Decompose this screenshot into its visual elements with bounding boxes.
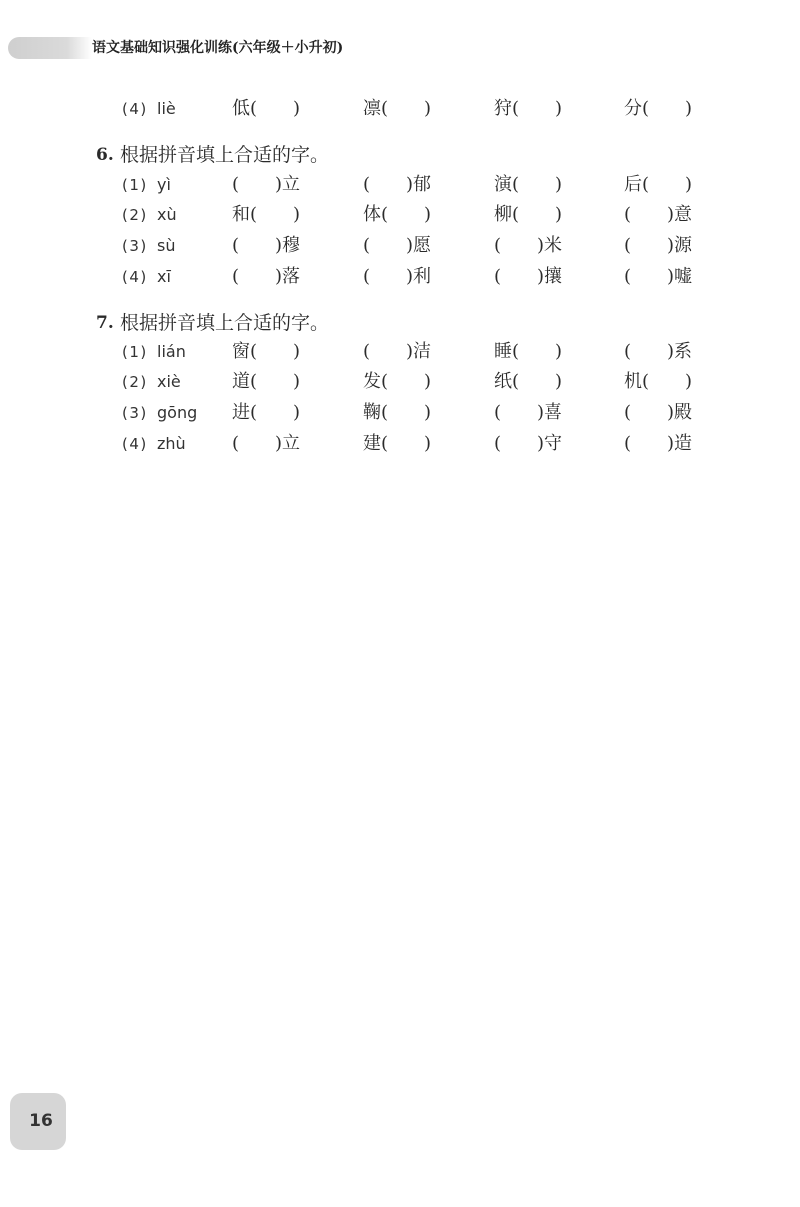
- exercise-row: [0, 265, 800, 289]
- blank-cell: 演( ): [494, 174, 563, 195]
- blank-cell: 凛( ): [363, 98, 432, 119]
- blank-cell: ( )喜: [494, 402, 563, 423]
- blank-cell: 机( ): [624, 371, 693, 392]
- blank-cell: ( )立: [232, 174, 301, 195]
- blank-cell: ( )攘: [494, 266, 563, 287]
- row-number: (4): [122, 268, 148, 286]
- section-number: 6.: [96, 145, 114, 165]
- blank-cell: ( )系: [624, 341, 693, 362]
- blank-cell: ( )殿: [624, 402, 693, 423]
- row-number: (2): [122, 373, 148, 391]
- blank-cell: ( )利: [363, 266, 432, 287]
- row-number: (4): [122, 100, 148, 118]
- blank-cell: 建( ): [363, 433, 432, 454]
- blank-cell: ( )洁: [363, 341, 432, 362]
- blank-cell: 进( ): [232, 402, 301, 423]
- exercise-row: [0, 401, 800, 425]
- book-title: 语文基础知识强化训练(六年级＋小升初): [92, 40, 344, 56]
- blank-cell: 低( ): [232, 98, 301, 119]
- blank-cell: ( )立: [232, 433, 301, 454]
- blank-cell: ( )郁: [363, 174, 432, 195]
- row-pinyin: yì: [157, 175, 171, 194]
- blank-cell: ( )米: [494, 235, 563, 256]
- row-pinyin: xù: [157, 205, 177, 224]
- exercise-row: [0, 173, 800, 197]
- exercise-row: [0, 340, 800, 364]
- blank-cell: 体( ): [363, 204, 432, 225]
- blank-cell: 狩( ): [494, 98, 563, 119]
- section-instruction: 根据拼音填上合适的字。: [120, 144, 330, 166]
- blank-cell: 柳( ): [494, 204, 563, 225]
- section-6-heading: [0, 142, 800, 168]
- blank-cell: 窗( ): [232, 341, 301, 362]
- row-number: (4): [122, 435, 148, 453]
- exercise-row: [0, 432, 800, 456]
- blank-cell: ( )意: [624, 204, 693, 225]
- section-7-heading: [0, 310, 800, 336]
- blank-cell: ( )嘘: [624, 266, 693, 287]
- section-number: 7.: [96, 313, 114, 333]
- row-pinyin: liè: [157, 99, 176, 118]
- exercise-row: [0, 234, 800, 258]
- blank-cell: ( )落: [232, 266, 301, 287]
- blank-cell: ( )守: [494, 433, 563, 454]
- section-instruction: 根据拼音填上合适的字。: [120, 312, 330, 334]
- row-pinyin: xī: [157, 267, 171, 286]
- row-pinyin: sù: [157, 236, 176, 255]
- row-pinyin: lián: [157, 342, 186, 361]
- blank-cell: 鞠( ): [363, 402, 432, 423]
- row-number: (1): [122, 343, 148, 361]
- blank-cell: ( )造: [624, 433, 693, 454]
- blank-cell: 道( ): [232, 371, 301, 392]
- row-number: (3): [122, 237, 148, 255]
- blank-cell: 纸( ): [494, 371, 563, 392]
- row-number: (2): [122, 206, 148, 224]
- row-pinyin: xiè: [157, 372, 181, 391]
- blank-cell: 和( ): [232, 204, 301, 225]
- blank-cell: 后( ): [624, 174, 693, 195]
- exercise-row: [0, 370, 800, 394]
- blank-cell: ( )源: [624, 235, 693, 256]
- row-number: (3): [122, 404, 148, 422]
- blank-cell: ( )愿: [363, 235, 432, 256]
- blank-cell: 睡( ): [494, 341, 563, 362]
- page-number: 16: [29, 1111, 53, 1131]
- blank-cell: 发( ): [363, 371, 432, 392]
- row-number: (1): [122, 176, 148, 194]
- header-tab-decoration: [8, 37, 92, 59]
- blank-cell: 分( ): [624, 98, 693, 119]
- exercise-row: [0, 203, 800, 227]
- row-pinyin: gōng: [157, 403, 198, 422]
- exercise-row: [0, 97, 800, 121]
- blank-cell: ( )穆: [232, 235, 301, 256]
- row-pinyin: zhù: [157, 434, 186, 453]
